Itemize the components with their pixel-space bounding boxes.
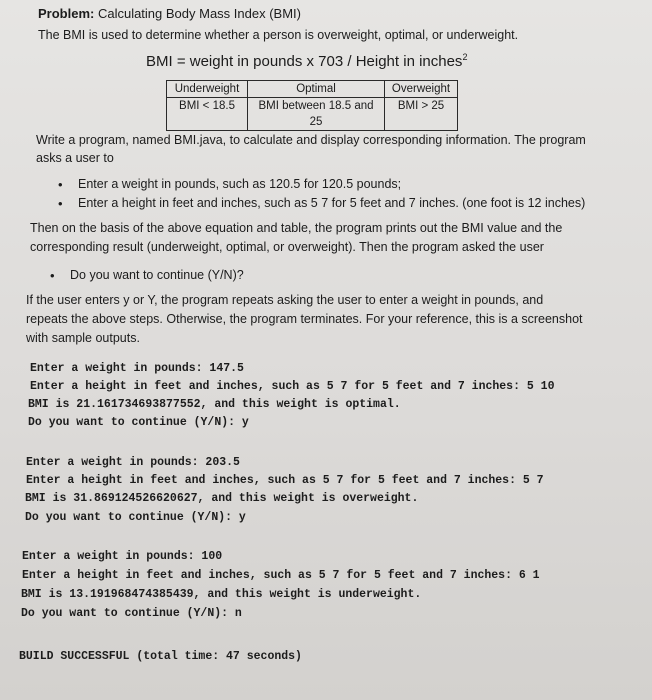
table-header-row	[167, 81, 458, 98]
build-status: BUILD SUCCESSFUL (total time: 47 seconds)	[19, 650, 302, 663]
paragraph-3-line-3: with sample outputs.	[26, 331, 140, 345]
console-line: BMI is 21.161734693877552, and this weight is optimal.	[28, 398, 401, 411]
cell-overweight: BMI > 25	[385, 98, 458, 115]
bullet-icon: •	[50, 268, 55, 283]
problem-name: Calculating Body Mass Index (BMI)	[94, 6, 301, 21]
console-line: Enter a weight in pounds: 147.5	[30, 362, 244, 375]
console-line: Enter a height in feet and inches, such as 5 7 for 5 feet and 7 inches: 5 7	[26, 474, 544, 487]
bullet-icon: •	[58, 196, 63, 211]
paragraph-2-line-2: corresponding result (underweight, optimal, or overweight). Then the program asked the user	[30, 240, 544, 254]
header-optimal: Optimal	[248, 81, 385, 98]
table-row	[167, 114, 458, 131]
bullet-continue: Do you want to continue (Y/N)?	[70, 268, 244, 282]
problem-label: Problem:	[38, 6, 95, 21]
paragraph-2-line-1: Then on the basis of the above equation and table, the program prints out the BMI value and the	[30, 221, 563, 235]
console-line: Do you want to continue (Y/N): y	[25, 511, 246, 524]
bmi-formula	[146, 52, 467, 70]
cell-optimal-cont: 25	[248, 114, 385, 131]
bmi-table	[166, 80, 458, 131]
header-overweight: Overweight	[385, 81, 458, 98]
console-line: Do you want to continue (Y/N): y	[28, 416, 249, 429]
paragraph-3-line-1: If the user enters y or Y, the program repeats asking the user to enter a weight in pounds, and	[26, 293, 544, 307]
cell-optimal: BMI between 18.5 and	[248, 98, 385, 115]
table-row	[167, 98, 458, 115]
bullet-height: Enter a height in feet and inches, such as 5 7 for 5 feet and 7 inches. (one foot is 12 inches)	[78, 196, 586, 210]
cell-underweight: BMI < 18.5	[167, 98, 248, 115]
formula-exponent: 2	[462, 52, 468, 62]
cell-overweight-cont	[385, 114, 458, 131]
intro-text: The BMI is used to determine whether a person is overweight, optimal, or underweight.	[38, 28, 519, 42]
console-line: Enter a height in feet and inches, such as 5 7 for 5 feet and 7 inches: 6 1	[22, 569, 540, 582]
bullet-weight: Enter a weight in pounds, such as 120.5 for 120.5 pounds;	[78, 177, 402, 191]
formula-text: BMI = weight in pounds x 703 / Height in inches	[146, 53, 463, 70]
console-line: BMI is 31.869124526620627, and this weight is overweight.	[25, 492, 419, 505]
console-line: Enter a weight in pounds: 203.5	[26, 456, 240, 469]
paragraph-1-line-2: asks a user to	[36, 151, 114, 165]
console-line: BMI is 13.191968474385439, and this weight is underweight.	[21, 588, 422, 601]
problem-title	[38, 6, 301, 21]
paragraph-1-line-1: Write a program, named BMI.java, to calculate and display corresponding information. The program	[36, 133, 586, 147]
header-underweight: Underweight	[167, 81, 248, 98]
console-line: Do you want to continue (Y/N): n	[21, 607, 242, 620]
bullet-icon: •	[58, 177, 63, 192]
console-line: Enter a height in feet and inches, such as 5 7 for 5 feet and 7 inches: 5 10	[30, 380, 555, 393]
cell-underweight-cont	[167, 114, 248, 131]
console-line: Enter a weight in pounds: 100	[22, 550, 223, 563]
paragraph-3-line-2: repeats the above steps. Otherwise, the program terminates. For your reference, this is a screenshot	[26, 312, 583, 326]
